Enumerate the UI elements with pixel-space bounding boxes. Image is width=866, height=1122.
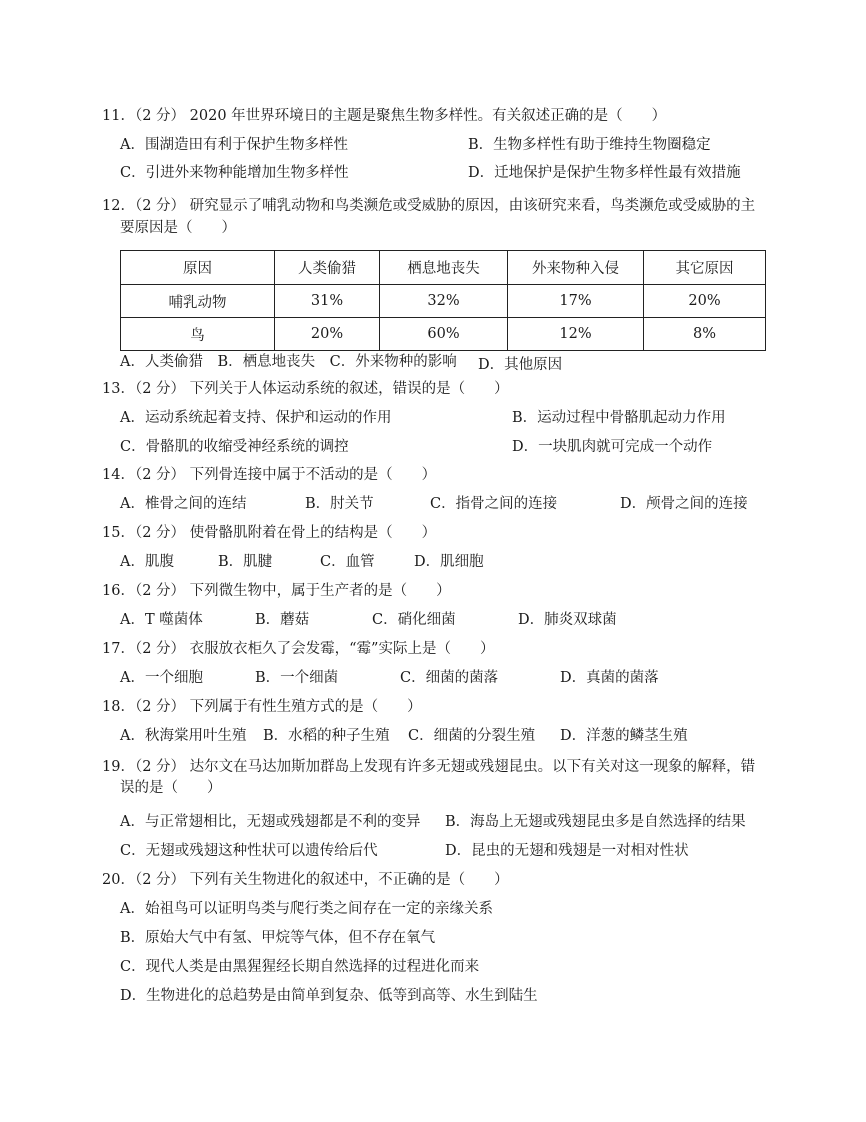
q13-option-d[interactable]: D．一块肌肉就可完成一个动作 [512, 439, 713, 455]
table-cell: 12% [508, 318, 644, 351]
q13-option-b[interactable]: B．运动过程中骨骼肌起动力作用 [512, 410, 726, 426]
question-12-stem-cont: 要原因是（ ） [120, 220, 236, 236]
q14-option-c[interactable]: C．指骨之间的连接 [430, 496, 558, 512]
table-cell: 17% [508, 285, 644, 318]
table-header-cell: 其它原因 [644, 251, 766, 285]
q20-option-b[interactable]: B．原始大气中有氢、甲烷等气体，但不存在氧气 [120, 930, 436, 946]
question-12-table [120, 250, 766, 351]
question-14-stem: 14．（2 分） 下列骨连接中属于不活动的是（ ） [102, 467, 437, 483]
q20-option-a[interactable]: A．始祖鸟可以证明鸟类与爬行类之间存在一定的亲缘关系 [120, 901, 493, 917]
question-20-stem: 20．（2 分） 下列有关生物进化的叙述中，不正确的是（ ） [102, 872, 509, 888]
question-16-stem: 16．（2 分） 下列微生物中，属于生产者的是（ ） [102, 583, 451, 599]
q13-option-c[interactable]: C．骨骼肌的收缩受神经系统的调控 [120, 439, 349, 455]
q17-option-d[interactable]: D．真菌的菌落 [560, 670, 659, 686]
q16-option-a[interactable]: A．T 噬菌体 [120, 612, 203, 628]
table-header-cell: 外来物种入侵 [508, 251, 644, 285]
q11-option-a[interactable]: A．围湖造田有利于保护生物多样性 [120, 137, 348, 153]
question-12-stem: 12．（2 分） 研究显示了哺乳动物和鸟类濒危或受威胁的原因，由该研究来看，鸟类濒危或受威胁的主 [102, 198, 756, 214]
table-header-cell: 人类偷猎 [275, 251, 380, 285]
question-19-stem: 19．（2 分） 达尔文在马达加斯加群岛上发现有许多无翅或残翅昆虫。以下有关对这一现象的解释，错 [102, 759, 756, 775]
q14-option-a[interactable]: A．椎骨之间的连结 [120, 496, 247, 512]
q13-option-a[interactable]: A．运动系统起着支持、保护和运动的作用 [120, 410, 392, 426]
q17-option-b[interactable]: B．一个细菌 [255, 670, 339, 686]
q15-option-a[interactable]: A．肌腹 [120, 554, 174, 570]
question-17-stem: 17．（2 分） 衣服放衣柜久了会发霉，“霉”实际上是（ ） [102, 641, 495, 657]
q15-option-d[interactable]: D．肌细胞 [414, 554, 484, 570]
q16-option-b[interactable]: B．蘑菇 [255, 612, 310, 628]
q12-option-d[interactable]: D．其他原因 [478, 357, 563, 373]
q17-option-a[interactable]: A．一个细胞 [120, 670, 203, 686]
q20-option-d[interactable]: D．生物进化的总趋势是由简单到复杂、低等到高等、水生到陆生 [120, 988, 538, 1004]
q11-option-b[interactable]: B．生物多样性有助于维持生物圈稳定 [468, 137, 711, 153]
q18-option-c[interactable]: C．细菌的分裂生殖 [408, 728, 536, 744]
table-header-row [121, 251, 766, 285]
question-13-stem: 13．（2 分） 下列关于人体运动系统的叙述，错误的是（ ） [102, 381, 509, 397]
table-cell: 32% [380, 285, 508, 318]
q15-option-c[interactable]: C．血管 [320, 554, 375, 570]
table-row [121, 285, 766, 318]
question-18-stem: 18．（2 分） 下列属于有性生殖方式的是（ ） [102, 699, 422, 715]
table-cell: 60% [380, 318, 508, 351]
table-cell: 鸟 [121, 318, 275, 351]
q11-option-d[interactable]: D．迁地保护是保护生物多样性最有效措施 [468, 165, 741, 181]
q20-option-c[interactable]: C．现代人类是由黑猩猩经长期自然选择的过程进化而来 [120, 959, 480, 975]
q18-option-d[interactable]: D．洋葱的鳞茎生殖 [560, 728, 688, 744]
table-cell: 8% [644, 318, 766, 351]
q19-option-a[interactable]: A．与正常翅相比，无翅或残翅都是不利的变异 [120, 814, 421, 830]
q19-option-d[interactable]: D．昆虫的无翅和残翅是一对相对性状 [445, 843, 689, 859]
q17-option-c[interactable]: C．细菌的菌落 [400, 670, 499, 686]
q14-option-b[interactable]: B．肘关节 [305, 496, 374, 512]
question-19-stem-cont: 误的是（ ） [120, 780, 222, 796]
table-cell: 31% [275, 285, 380, 318]
q15-option-b[interactable]: B．肌腱 [218, 554, 273, 570]
q19-option-b[interactable]: B．海岛上无翅或残翅昆虫多是自然选择的结果 [445, 814, 746, 830]
q12-options-abc[interactable]: A．人类偷猎 B．栖息地丧失 C．外来物种的影响 [120, 354, 457, 370]
question-11-stem: 11．（2 分） 2020 年世界环境日的主题是聚焦生物多样性。有关叙述正确的是（ ） [102, 108, 667, 124]
q16-option-c[interactable]: C．硝化细菌 [372, 612, 456, 628]
q18-option-b[interactable]: B．水稻的种子生殖 [263, 728, 390, 744]
q19-option-c[interactable]: C．无翅或残翅这种性状可以遗传给后代 [120, 843, 378, 859]
question-15-stem: 15．（2 分） 使骨骼肌附着在骨上的结构是（ ） [102, 525, 437, 541]
q18-option-a[interactable]: A．秋海棠用叶生殖 [120, 728, 247, 744]
table-cell: 哺乳动物 [121, 285, 275, 318]
table-header-cell: 栖息地丧失 [380, 251, 508, 285]
table-cell: 20% [275, 318, 380, 351]
table-cell: 20% [644, 285, 766, 318]
table-row [121, 318, 766, 351]
table-header-cell: 原因 [121, 251, 275, 285]
q16-option-d[interactable]: D．肺炎双球菌 [518, 612, 617, 628]
q14-option-d[interactable]: D．颅骨之间的连接 [620, 496, 748, 512]
q11-option-c[interactable]: C．引进外来物种能增加生物多样性 [120, 165, 349, 181]
